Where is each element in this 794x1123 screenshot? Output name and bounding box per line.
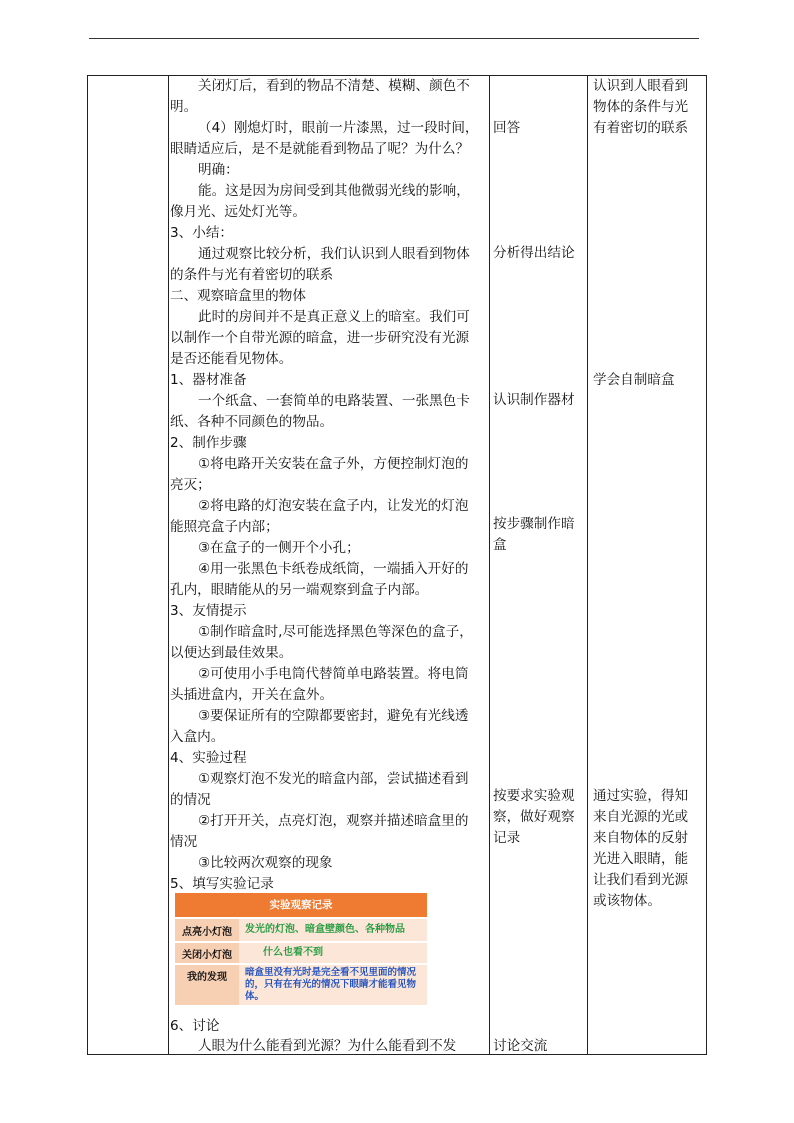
activity-text: 认识制作器材 — [493, 392, 575, 408]
content-line: ②可使用小手电筒代替简单电路装置。将电筒 — [198, 666, 469, 682]
content-line: 能照亮盒子内部； — [170, 519, 279, 535]
activity-text: 讨论交流 — [493, 1038, 548, 1054]
header-rule — [89, 38, 699, 39]
content-line: ③比较两次观察的现象 — [198, 855, 333, 871]
activity-text: 按要求实验观察，做好观察记录 — [493, 788, 575, 846]
record-row — [175, 963, 427, 1005]
content-line: ①制作暗盒时,尽可能选择黑色等深色的盒子， — [198, 624, 473, 640]
activity-text: 回答 — [493, 120, 521, 136]
intent-text: 学会自制暗盒 — [593, 372, 675, 388]
content-line: 以制作一个自带光源的暗盒，进一步研究没有光源 — [170, 330, 470, 346]
record-row-label: 关闭小灯泡 — [175, 943, 239, 963]
activity-text: 按步骤制作暗盒 — [493, 516, 575, 553]
section-heading: 3、友情提示 — [170, 603, 247, 619]
content-line: 亮灭； — [170, 477, 211, 493]
section-heading: 3、小结： — [170, 225, 234, 241]
lesson-table — [87, 75, 707, 1055]
content-line: 情况 — [170, 834, 198, 850]
record-row-label: 我的发现 — [175, 965, 239, 1005]
content-line: 的情况 — [170, 792, 211, 808]
content-line: 以便达到最佳效果。 — [170, 645, 293, 661]
content-line: 明确： — [198, 162, 239, 178]
content-line: ①将电路开关安装在盒子外，方便控制灯泡的 — [198, 456, 469, 472]
section-heading: 二、观察暗盒里的物体 — [170, 288, 306, 304]
content-line: 眼睛适应后，是不是就能看到物品了呢？为什么？ — [170, 141, 470, 157]
content-line: 通过观察比较分析，我们认识到人眼看到物体 — [198, 246, 470, 262]
record-row-value: 暗盒里没有光时是完全看不见里面的情况的，只有在有光的情况下眼睛才能看见物体。 — [239, 965, 427, 1005]
content-line: 此时的房间并不是真正意义上的暗室。我们可 — [198, 309, 470, 325]
activity-text: 分析得出结论 — [493, 245, 575, 261]
section-heading: 6、讨论 — [170, 1018, 220, 1034]
section-heading: 1、器材准备 — [170, 372, 247, 388]
column-divider-1 — [168, 76, 169, 1054]
content-line: 人眼为什么能看到光源？为什么能看到不发 — [198, 1038, 457, 1054]
column-divider-2 — [489, 76, 490, 1054]
content-line: 的条件与光有着密切的联系 — [170, 267, 334, 283]
content-line: 像月光、远处灯光等。 — [170, 204, 306, 220]
experiment-record-image — [175, 893, 427, 1001]
content-line: （4）刚熄灯时，眼前一片漆黑，过一段时间， — [198, 120, 479, 136]
column-divider-3 — [587, 76, 588, 1054]
content-line: ④用一张黑色卡纸卷成纸筒，一端插入开好的 — [198, 561, 469, 577]
content-line: ②打开开关，点亮灯泡，观察并描述暗盒里的 — [198, 813, 469, 829]
record-row-value: 什么也看不到 — [239, 943, 427, 963]
content-line: 孔内，眼睛能从的另一端观察到盒子内部。 — [170, 582, 429, 598]
content-line: 关闭灯后，看到的物品不清楚、模糊、颜色不 — [198, 78, 470, 94]
content-line: ③要保证所有的空隙都要密封，避免有光线透 — [198, 708, 469, 724]
record-row — [175, 917, 427, 941]
content-line: 能。这是因为房间受到其他微弱光线的影响， — [198, 183, 470, 199]
record-title: 实验观察记录 — [175, 893, 427, 917]
record-row-value: 发光的灯泡、暗盒壁颜色、各种物品 — [239, 919, 427, 941]
content-line: 明。 — [170, 99, 198, 115]
record-row — [175, 941, 427, 963]
content-line: 头插进盒内，开关在盒外。 — [170, 687, 334, 703]
section-heading: 5、填写实验记录 — [170, 876, 274, 892]
content-line: ①观察灯泡不发光的暗盒内部，尝试描述看到 — [198, 771, 469, 787]
content-line: 纸、各种不同颜色的物品。 — [170, 414, 334, 430]
content-line: 是否还能看见物体。 — [170, 351, 293, 367]
record-row-label: 点亮小灯泡 — [175, 919, 239, 941]
content-line: ②将电路的灯泡安装在盒子内，让发光的灯泡 — [198, 498, 469, 514]
content-line: 一个纸盒、一套简单的电路装置、一张黑色卡 — [198, 393, 470, 409]
content-line: 入盒内。 — [170, 729, 225, 745]
section-heading: 2、制作步骤 — [170, 435, 247, 451]
section-heading: 4、实验过程 — [170, 750, 247, 766]
intent-text: 通过实验，得知来自光源的光或来自物体的反射光进入眼睛，能让我们看到光源或该物体。 — [593, 788, 689, 909]
content-line: ③在盒子的一侧开个小孔； — [198, 540, 360, 556]
intent-text: 认识到人眼看到物体的条件与光有着密切的联系 — [593, 78, 689, 136]
